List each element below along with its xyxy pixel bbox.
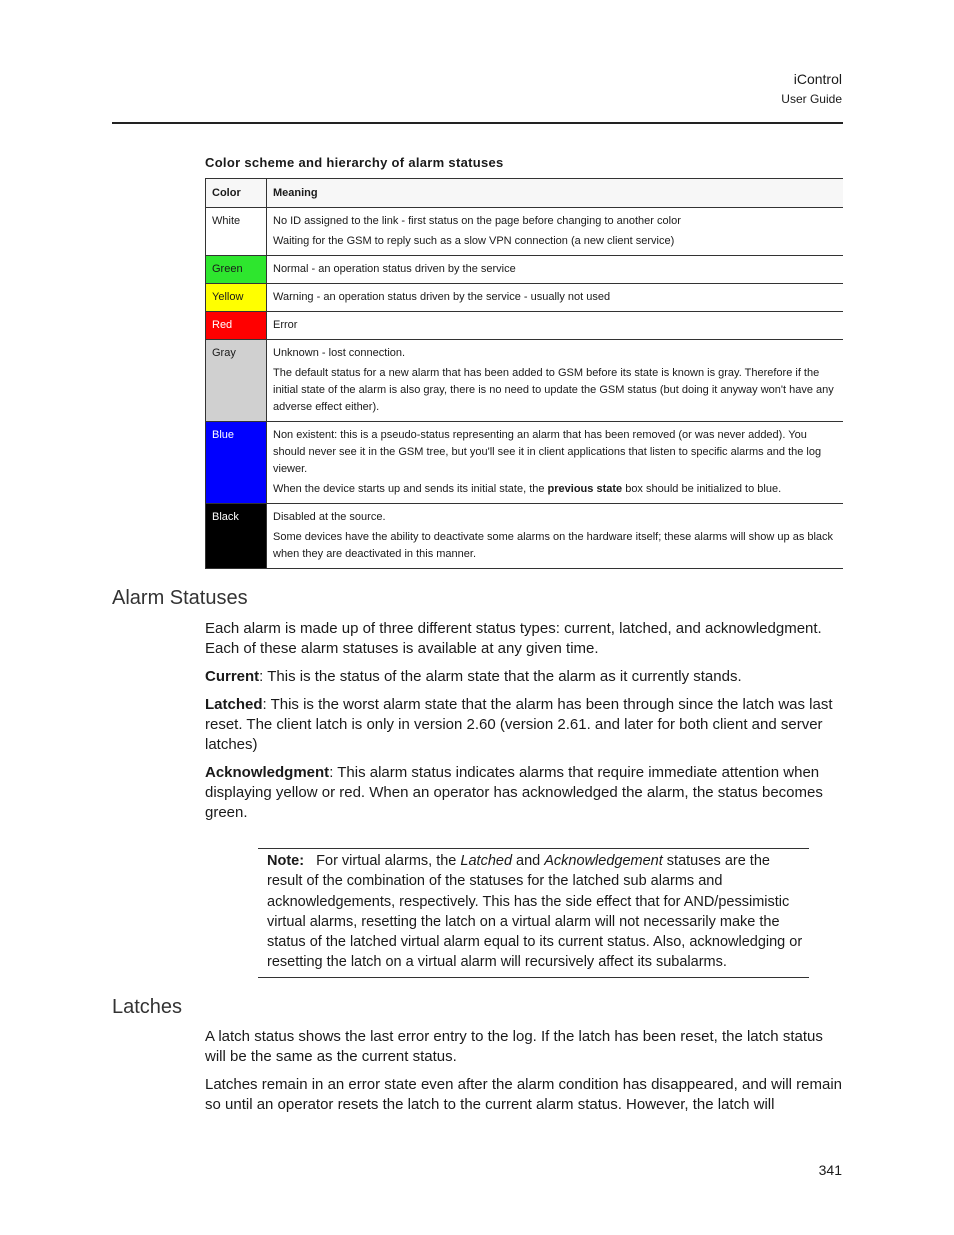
meaning-line: No ID assigned to the link - first status on the page before changing to another color: [273, 215, 681, 227]
meaning-cell: [267, 208, 844, 256]
table-header-row: [206, 179, 844, 208]
header-guide-name: User Guide: [781, 92, 842, 106]
acknowledgment-text: : This alarm status indicates alarms that require immediate attention when displaying yellow or red. When an operator has acknowledged the alarm, the status becomes green.: [205, 764, 823, 821]
color-swatch-cell: Gray: [206, 340, 267, 422]
latched-paragraph: [205, 695, 845, 755]
table-body: [206, 208, 844, 569]
note-text-part: statuses are the result of the combination of the statuses for the latched sub alarms and acknowledgements, respectively. This has the side effect that for AND/pessimistic virtual alarms, resetting the latch on a virtual alarm will not necessarily make the status of the latched virtual alarm equal to its current status. Also, acknowledging or resetting the latch on a virtual alarm will recursively affect its subalarms.: [267, 853, 803, 971]
section-title-alarm-statuses: Alarm Statuses: [112, 587, 248, 609]
table-row: [206, 504, 844, 569]
meaning-cell: [267, 256, 844, 284]
latched-term: Latched: [205, 696, 263, 713]
meaning-line: Warning - an operation status driven by the service - usually not used: [273, 291, 611, 303]
table-row: [206, 284, 844, 312]
meaning-line: Some devices have the ability to deactivate some alarms on the hardware itself; these alarms will show up as black when they are deactivated in this manner.: [273, 531, 834, 560]
meaning-line: Unknown - lost connection.: [273, 347, 406, 359]
note-italic-acknowledgement: Acknowledgement: [544, 853, 663, 869]
table-row: [206, 312, 844, 340]
note-box: [258, 848, 809, 978]
latches-body: [205, 1027, 845, 1123]
meaning-text-part: When the device starts up and sends its initial state, the: [273, 483, 548, 495]
meaning-line: The default status for a new alarm that has been added to GSM before its state is known is gray. Therefore if the initial state of the alarm is also gray, there is no need to update the GSM status (but doing it anyway won't have any adverse effect either).: [273, 367, 834, 413]
alarm-statuses-body: [205, 619, 845, 831]
table-row: [206, 256, 844, 284]
header-product-name: iControl: [793, 71, 842, 87]
color-swatch-cell: Green: [206, 256, 267, 284]
section-title-latches: Latches: [112, 996, 183, 1018]
latches-paragraph-1: A latch status shows the last error entry to the log. If the latch has been reset, the latch status will be the same as the current status.: [205, 1028, 823, 1065]
intro-paragraph: Each alarm is made up of three different status types: current, latched, and acknowledgment. Each of these alarm statuses is available at any given time.: [205, 620, 822, 657]
meaning-line: Error: [273, 319, 298, 331]
color-swatch-cell: Black: [206, 504, 267, 569]
meaning-line: Normal - an operation status driven by the service: [273, 263, 516, 275]
meaning-line: [273, 481, 837, 498]
meaning-text-part: box should be initialized to blue.: [622, 483, 782, 495]
note-italic-latched: Latched: [460, 853, 513, 869]
header-divider: [112, 122, 843, 124]
column-header-meaning: Meaning: [267, 179, 844, 208]
meaning-line: Disabled at the source.: [273, 511, 386, 523]
note-text: [267, 851, 805, 973]
meaning-cell: [267, 284, 844, 312]
acknowledgment-term: Acknowledgment: [205, 764, 330, 781]
acknowledgment-paragraph: [205, 763, 845, 823]
table-row: [206, 422, 844, 504]
meaning-line: Waiting for the GSM to reply such as a slow VPN connection (a new client service): [273, 235, 675, 247]
column-header-color: Color: [206, 179, 267, 208]
table-caption: Color scheme and hierarchy of alarm statuses: [205, 155, 504, 170]
current-term: Current: [205, 668, 260, 685]
meaning-line: Non existent: this is a pseudo-status representing an alarm that has been removed (or was never added). You should never see it in the GSM tree, but you'll see it in client applications that listen to specific alarms and the log viewer.: [273, 429, 822, 475]
previous-state-term: previous state: [547, 483, 623, 495]
latches-paragraph-2: Latches remain in an error state even after the alarm condition has disappeared, and will remain so until an operator resets the latch to the current alarm status. However, the latch will: [205, 1076, 843, 1113]
note-text-part: and: [512, 853, 545, 869]
table-row: [206, 208, 844, 256]
color-swatch-cell: Blue: [206, 422, 267, 504]
color-swatch-cell: White: [206, 208, 267, 256]
page-number: 341: [818, 1162, 842, 1178]
meaning-cell: [267, 312, 844, 340]
meaning-cell: [267, 504, 844, 569]
note-label: Note:: [267, 853, 305, 869]
table-row: [206, 340, 844, 422]
note-text-part: For virtual alarms, the: [316, 853, 461, 869]
current-text: : This is the status of the alarm state that the alarm as it currently stands.: [259, 668, 742, 685]
alarm-status-table: [205, 178, 843, 569]
current-paragraph: [205, 667, 845, 687]
color-swatch-cell: Red: [206, 312, 267, 340]
latched-text: : This is the worst alarm state that the alarm has been through since the latch was last reset. The client latch is only in version 2.60 (version 2.61. and later for both client and server latches): [205, 696, 833, 753]
meaning-cell: [267, 422, 844, 504]
meaning-cell: [267, 340, 844, 422]
color-swatch-cell: Yellow: [206, 284, 267, 312]
